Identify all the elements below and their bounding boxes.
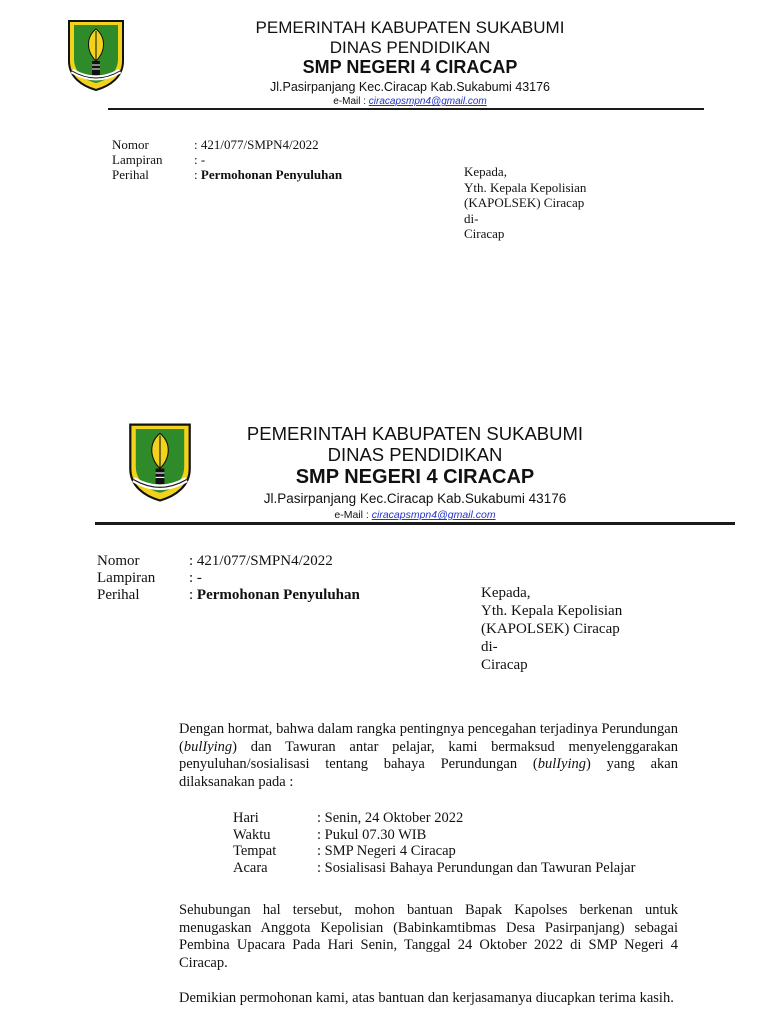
recipient-line: Yth. Kepala Kepolisian [464,179,587,195]
letterhead-address: Jl.Pasirpanjang Kec.Ciracap Kab.Sukabumi 43176 [263,490,567,506]
body-paragraph-request: Sehubungan hal tersebut, mohon bantuan Bapak Kapolses berkenan untuk menugaskan Anggota Kepolisian (Babinkamtibmas Desa Pasirpanjang) sebagai Pembina Upacara Pada Hari Senin, Tanggal 24 Oktober 2022 di SMP Negeri 4 Ciracap. [179,902,678,971]
meta-perihal-sep: : [189,587,197,603]
schedule-label: Tempat [233,843,277,859]
letterhead-government: PEMERINTAH KABUPATEN SUKABUMI [246,423,584,444]
schedule-label: Acara [233,859,268,876]
recipient-line: Kepada, [481,585,531,601]
event-schedule [233,810,678,876]
schedule-value: : SMP Negeri 4 Ciracap [317,843,456,859]
meta-nomor-label: Nomor [97,553,140,569]
body-text: ) yang akan dilaksanakan pada : [179,756,678,790]
recipient-line: (KAPOLSEK) Ciracap [481,621,620,637]
email-label: e-Mail : [333,96,369,108]
letterhead-bottom [215,423,615,521]
recipient-line: Ciracap [464,226,505,241]
recipient-line: Ciracap [481,657,528,673]
schedule-label: Waktu [233,826,271,843]
schedule-value: : Pukul 07.30 WIB [317,826,427,843]
meta-nomor [97,553,417,570]
recipient-line: Yth. Kepala Kepolisian [481,603,623,619]
email-link[interactable]: ciracapsmpn4@gmail.com [368,96,487,108]
meta-lampiran-label: Lampiran [112,152,163,167]
school-logo-emblem [127,422,193,502]
letterhead-address: Jl.Pasirpanjang Kec.Ciracap Kab.Sukabumi 43176 [269,79,551,94]
schedule-row [233,843,678,860]
meta-nomor [112,137,412,152]
letterhead-government: PEMERINTAH KABUPATEN SUKABUMI [255,18,565,37]
recipient-block-top [464,164,664,242]
meta-perihal [97,587,417,604]
letterhead-school: SMP NEGERI 4 CIRACAP [302,57,518,78]
letterhead-department: DINAS PENDIDIKAN [327,444,503,466]
meta-lampiran-label: Lampiran [97,570,156,586]
letterhead-rule [95,522,735,525]
recipient-line: di- [481,639,498,655]
letterhead-department: DINAS PENDIDIKAN [329,37,491,57]
schedule-row [233,810,678,827]
letter-meta-bottom [97,553,417,604]
body-italic-term: bulIying [183,738,233,755]
body-text: Dengan hormat, bahwa dalam rangka pentingnya pencegahan terjadinya Perundungan ( [179,721,678,755]
letter-meta-top [112,137,412,182]
meta-perihal-value: Permohonan Penyuluhan [200,167,343,182]
recipient-block-bottom [481,584,701,674]
meta-lampiran [112,152,412,167]
email-label: e-Mail : [334,509,372,522]
body-italic-term: bulIying [537,756,587,772]
meta-perihal-sep: : [194,167,201,182]
letterhead-rule [108,108,704,110]
letterhead-email-line [230,96,590,108]
body-paragraph-opening [179,721,678,791]
meta-perihal [112,167,412,182]
schedule-label: Hari [233,810,259,826]
schedule-value: : Sosialisasi Bahaya Perundungan dan Tawuran Pelajar [317,859,636,876]
meta-nomor-value: : 421/077/SMPN4/2022 [189,553,333,569]
letterhead-email-line [215,509,615,521]
meta-lampiran-value: : - [189,570,202,586]
schedule-row [233,860,678,877]
body-paragraph-closing: Demikian permohonan kami, atas bantuan dan kerjasamanya diucapkan terima kasih. [179,990,674,1006]
meta-perihal-label: Perihal [112,167,149,182]
recipient-line: di- [464,210,479,226]
meta-perihal-value: Permohonan Penyuluhan [196,587,360,603]
email-link[interactable]: ciracapsmpn4@gmail.com [371,509,496,522]
recipient-line: (KAPOLSEK) Ciracap [464,195,585,210]
meta-nomor-value: : 421/077/SMPN4/2022 [194,137,319,152]
meta-lampiran-value: : - [194,152,206,167]
meta-lampiran [97,570,417,587]
letterhead-top [230,18,590,108]
schedule-row [233,827,678,844]
meta-perihal-label: Perihal [97,587,140,603]
recipient-line: Kepada, [464,164,507,179]
school-logo-emblem [66,19,126,91]
schedule-value: : Senin, 24 Oktober 2022 [317,810,464,826]
body-text: ) dan Tawuran antar pelajar, kami bermaksud menyelenggarakan penyuluhan/sosialisasi tentang bahaya Perundungan ( [179,738,678,772]
letterhead-school: SMP NEGERI 4 CIRACAP [295,465,535,488]
meta-nomor-label: Nomor [112,137,149,152]
letter-body [179,721,678,1008]
